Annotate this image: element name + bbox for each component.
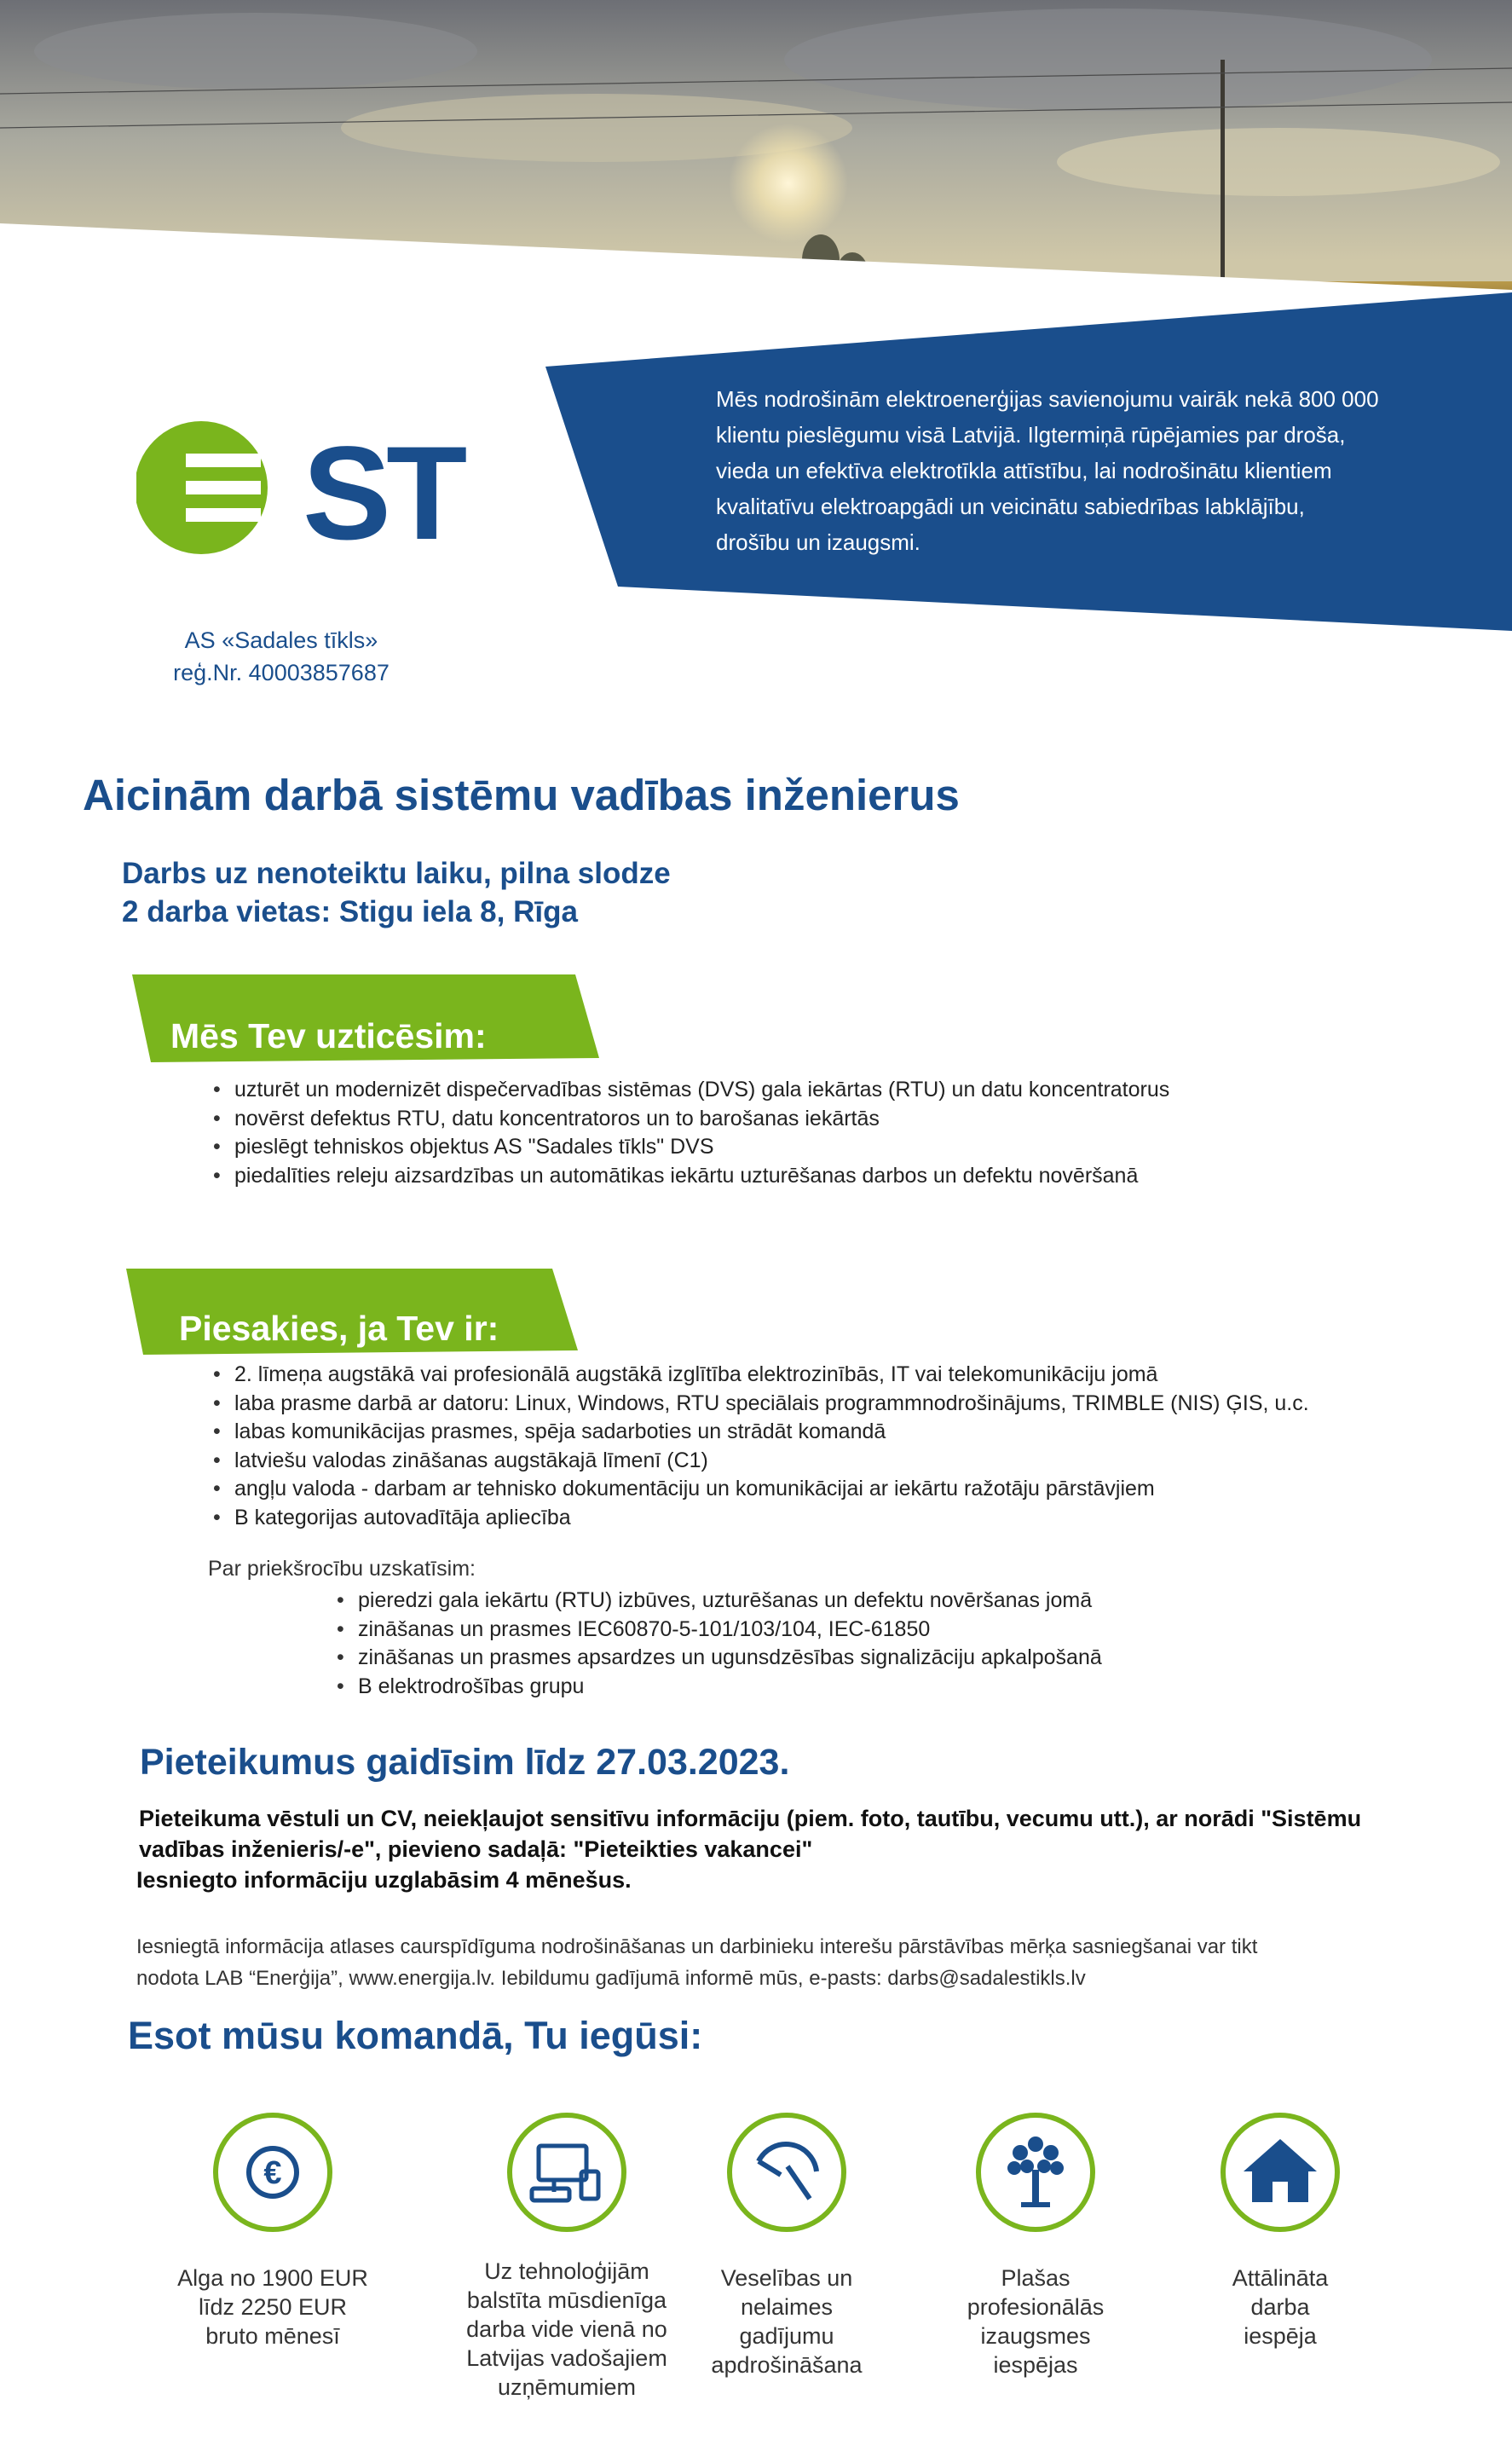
intro-line: kvalitatīvu elektroapgādi un veicinātu sabiedrības labklājību, xyxy=(716,494,1305,519)
list-item: • labas komunikācijas prasmes, spēja sadarboties un strādāt komandā xyxy=(213,1418,1309,1447)
benefit-tech-environment xyxy=(456,2110,678,2402)
application-deadline: Pieteikumus gaidīsim līdz 27.03.2023. xyxy=(140,1742,790,1783)
job-subtitle xyxy=(122,854,671,931)
company-logo xyxy=(136,419,469,564)
home-icon xyxy=(1218,2110,1342,2235)
benefit-remote-work xyxy=(1169,2110,1391,2350)
umbrella-icon xyxy=(724,2110,849,2235)
list-item: • novērst defektus RTU, datu koncentratoros un to barošanas iekārtās xyxy=(213,1105,1169,1134)
benefit-label: Attālināta darba iespēja xyxy=(1232,2265,1329,2349)
subtitle-line: 2 darba vietas: Stigu iela 8, Rīga xyxy=(122,895,578,928)
list-item: • 2. līmeņa augstākā vai profesionālā augstākā izglītība elektrozinībās, IT vai telekomunikāciju jomā xyxy=(213,1361,1309,1390)
growth-tree-icon xyxy=(973,2110,1098,2235)
benefit-salary xyxy=(162,2110,384,2350)
subtitle-line: Darbs uz nenoteiktu laiku, pilna slodze xyxy=(122,857,671,890)
list-item: • zināšanas un prasmes apsardzes un ugunsdzēsības signalizāciju apkalpošanā xyxy=(337,1644,1102,1673)
company-name: AS «Sadales tīkls» xyxy=(184,627,378,653)
apply-line: vadības inženieris/-e", pievieno sadaļā: "Pieteikties vakancei" xyxy=(139,1836,813,1862)
list-item: • latviešu valodas zināšanas augstākajā līmenī (C1) xyxy=(213,1447,1309,1476)
list-item: • B elektrodrošības grupu xyxy=(337,1673,1102,1702)
apply-instructions xyxy=(136,1803,1434,1895)
benefits-heading: Esot mūsu komandā, Tu iegūsi: xyxy=(128,2014,703,2057)
list-item: • pieredzi gala iekārtu (RTU) izbūves, uzturēšanas un defektu novēršanas jomā xyxy=(337,1587,1102,1616)
benefit-label: Alga no 1900 EUR līdz 2250 EUR bruto mēnesī xyxy=(177,2265,368,2349)
preference-heading: Par priekšrocību uzskatīsim: xyxy=(208,1557,476,1581)
intro-text xyxy=(716,381,1483,560)
intro-line: drošību un izaugsmi. xyxy=(716,529,920,555)
benefit-label: Plašas profesionālās izaugsmes iespējas xyxy=(967,2265,1105,2378)
list-item: • laba prasme darbā ar datoru: Linux, Windows, RTU speciālais programmnodrošinājums, TRIMBLE (NIS) ĢIS, u.c. xyxy=(213,1390,1309,1419)
responsibilities-list xyxy=(213,1076,1169,1190)
svg-text:€: € xyxy=(263,2155,282,2191)
intro-line: klientu pieslēgumu visā Latvijā. Ilgtermiņā rūpējamies par droša, xyxy=(716,422,1346,448)
benefit-label: Uz tehnoloģijām balstīta mūsdienīga darba vide vienā no Latvijas vadošajiem uzņēmumiem xyxy=(466,2258,667,2400)
list-item: • B kategorijas autovadītāja apliecība xyxy=(213,1504,1309,1533)
data-privacy-note xyxy=(136,1931,1432,1994)
apply-line: Pieteikuma vēstuli un CV, neiekļaujot sensitīvu informāciju (piem. foto, tautību, vecumu utt.), ar norādi "Sistēmu xyxy=(139,1806,1362,1831)
benefit-growth xyxy=(925,2110,1146,2379)
section-heading-requirements: Piesakies, ja Tev ir: xyxy=(179,1309,499,1348)
list-item: • zināšanas un prasmes IEC60870-5-101/103/104, IEC-61850 xyxy=(337,1616,1102,1645)
intro-line: vieda un efektīva elektrotīkla attīstību, lai nodrošinātu klientiem xyxy=(716,458,1332,483)
benefit-insurance xyxy=(676,2110,897,2379)
section-heading-responsibilities: Mēs Tev uzticēsim: xyxy=(170,1016,487,1055)
devices-icon xyxy=(505,2110,629,2235)
preference-list xyxy=(337,1587,1102,1701)
intro-line: Mēs nodrošinām elektroenerģijas savienojumu vairāk nekā 800 000 xyxy=(716,386,1379,412)
euro-icon xyxy=(211,2110,335,2235)
company-info xyxy=(136,624,426,689)
list-item: • piedalīties releju aizsardzības un automātikas iekārtu uzturēšanas darbos un defektu novēršanā xyxy=(213,1162,1169,1191)
logo-text: ST xyxy=(303,419,463,564)
note-line: Iesniegtā informācija atlases caurspīdīguma nodrošināšanas un darbinieku interešu pārstāvības mērķa sasniegšanai var tikt xyxy=(136,1935,1258,1958)
benefit-label: Veselības un nelaimes gadījumu apdrošināšana xyxy=(711,2265,863,2378)
list-item: • pieslēgt tehniskos objektus AS "Sadales tīkls" DVS xyxy=(213,1133,1169,1162)
company-reg-number: reģ.Nr. 40003857687 xyxy=(173,660,390,685)
page-title: Aicinām darbā sistēmu vadības inženierus xyxy=(83,771,960,819)
apply-line: Iesniegto informāciju uzglabāsim 4 mēnešus. xyxy=(136,1867,632,1893)
requirements-list xyxy=(213,1361,1309,1532)
note-line: nodota LAB “Enerģija”, www.energija.lv. Iebildumu gadījumā informē mūs, e-pasts: darbs@sadalestikls.lv xyxy=(136,1967,1086,1990)
list-item: • uzturēt un modernizēt dispečervadības sistēmas (DVS) gala iekārtas (RTU) un datu koncentratorus xyxy=(213,1076,1169,1105)
list-item: • angļu valoda - darbam ar tehnisko dokumentāciju un komunikācijai ar iekārtu ražotāju pārstāvjiem xyxy=(213,1475,1309,1504)
